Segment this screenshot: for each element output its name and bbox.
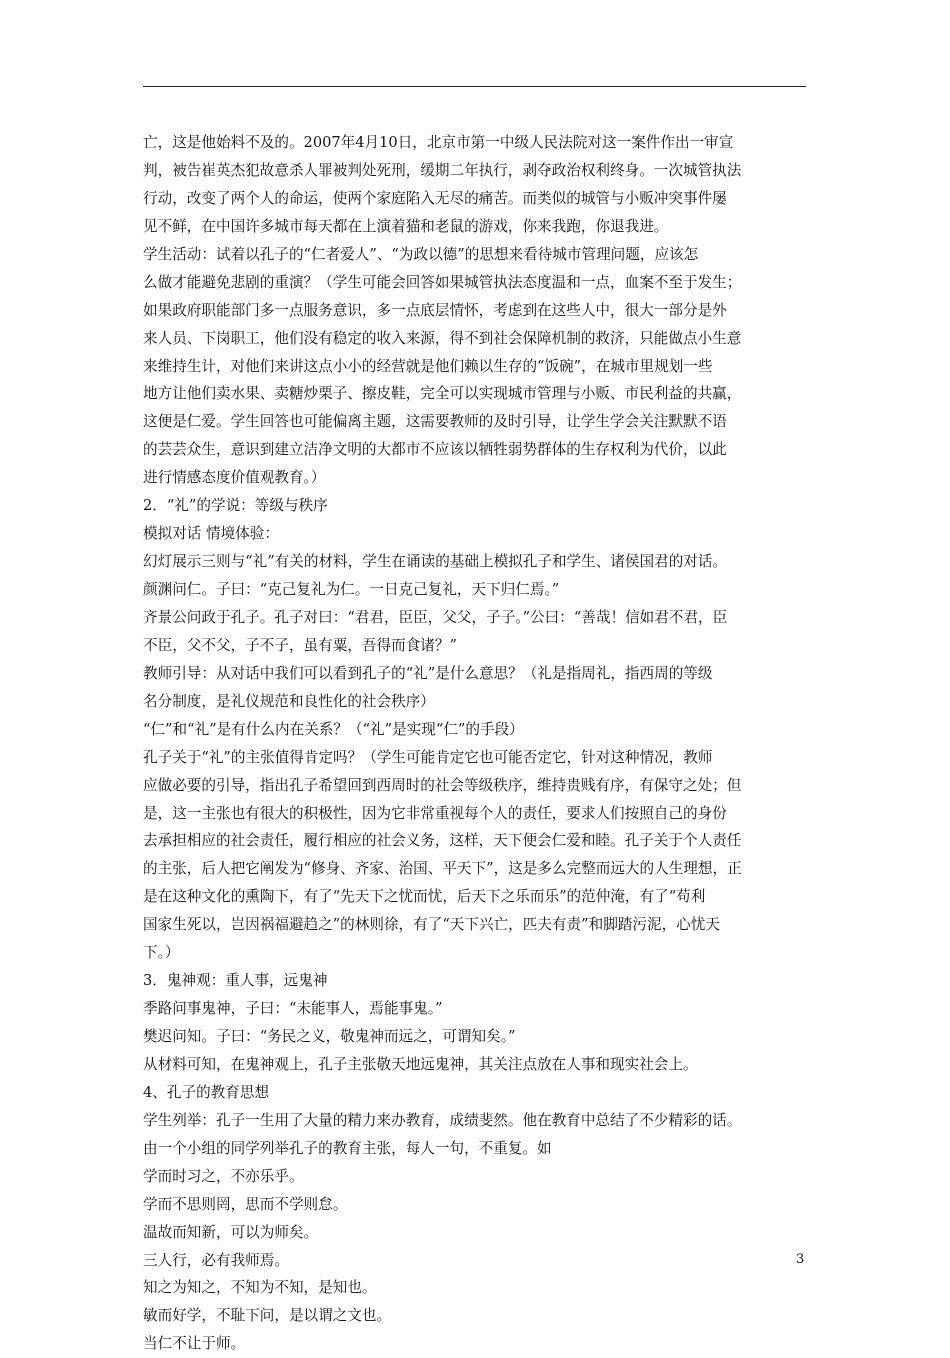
text-line: 如果政府职能部门多一点服务意识，多一点底层情怀，考虑到在这些人中，很大一部分是外 bbox=[143, 301, 727, 319]
text-line: 的芸芸众生，意识到建立洁净文明的大都市不应该以牺牲弱势群体的生存权利为代价，以此 bbox=[143, 441, 727, 459]
text-line: 孔子关于“礼”的主张值得肯定吗？（学生可能肯定它也可能否定它，针对这种情况，教师 bbox=[143, 748, 713, 766]
text-line: 从材料可知，在鬼神观上，孔子主张敬天地远鬼神，其关注点放在人事和现实社会上。 bbox=[143, 1055, 698, 1073]
text-line: 么做才能避免悲剧的重演？（学生可能会回答如果城管执法态度温和一点，血案不至于发生； bbox=[143, 273, 742, 291]
text-line: 行动，改变了两个人的命运，使两个家庭陷入无尽的痛苦。而类似的城管与小贩冲突事件屡 bbox=[143, 189, 727, 207]
text-line: 季路问事鬼神，子曰：“未能事人，焉能事鬼。” bbox=[143, 1000, 443, 1018]
text-line: 亡，这是他始料不及的。2007年4月10日，北京市第一中级人民法院对这一案件作出一审宣 bbox=[143, 134, 734, 151]
text-line: 知之为知之，不知为不知，是知也。 bbox=[143, 1279, 377, 1297]
text-line: 的主张，后人把它阐发为“修身、齐家、治国、平天下”，这是多么完整而远大的人生理想，正 bbox=[143, 860, 742, 878]
text-line: 颜渊问仁。子曰：“克己复礼为仁。一日克己复礼，天下归仁焉。” bbox=[143, 581, 560, 598]
text-line: 国家生死以，岂因祸福避趋之”的林则徐，有了“天下兴亡，匹夫有责”和脚踏污泥，心忧天 bbox=[143, 916, 720, 934]
text-line: 见不鲜，在中国许多城市每天都在上演着猫和老鼠的游戏，你来我跑，你退我进。 bbox=[143, 217, 669, 235]
text-line: 学而时习之，不亦乐乎。 bbox=[143, 1167, 304, 1185]
header-rule bbox=[143, 86, 806, 87]
text-line: 进行情感态度价值观教育。） bbox=[143, 469, 326, 487]
text-line: 当仁不让于师。 bbox=[143, 1335, 246, 1353]
text-line: 敏而好学，不耻下问，是以谓之文也。 bbox=[143, 1307, 392, 1325]
text-line: 2．“礼”的学说：等级与秩序 bbox=[143, 497, 328, 515]
text-line: 地方让他们卖水果、卖糖炒栗子、擦皮鞋，完全可以实现城市管理与小贩、市民利益的共赢， bbox=[143, 385, 742, 403]
text-line: 不臣，父不父，子不子，虽有粟，吾得而食诸？” bbox=[143, 636, 457, 654]
text-line: 去承担相应的社会责任，履行相应的社会义务，这样，天下便会仁爱和睦。孔子关于个人责任 bbox=[143, 832, 742, 850]
text-line: 名分制度，是礼仪规范和良性化的社会秩序） bbox=[143, 692, 435, 710]
text-line: 由一个小组的同学列举孔子的教育主张，每人一句，不重复。如 bbox=[143, 1139, 552, 1157]
text-line: 是，这一主张也有很大的积极性，因为它非常重视每个人的责任，要求人们按照自己的身份 bbox=[143, 804, 727, 822]
text-line: 来维持生计，对他们来讲这点小小的经营就是他们赖以生存的“饭碗”，在城市里规划一些 bbox=[143, 357, 713, 375]
text-line: 判，被告崔英杰犯故意杀人罪被判处死刑，缓期二年执行，剥夺政治权利终身。一次城管执法 bbox=[143, 161, 742, 179]
text-line: 模拟对话 情境体验： bbox=[143, 525, 279, 543]
text-line: 三人行，必有我师焉。 bbox=[143, 1251, 289, 1269]
page-number: 3 bbox=[796, 1252, 805, 1267]
text-line: 学而不思则罔，思而不学则怠。 bbox=[143, 1195, 348, 1213]
document-body bbox=[143, 129, 815, 1358]
text-line: 下。） bbox=[143, 944, 180, 962]
text-line: 齐景公问政于孔子。孔子对曰：“君君，臣臣，父父，子子。”公曰：“善哉！信如君不君，臣 bbox=[143, 608, 728, 626]
text-line: 是在这种文化的熏陶下，有了“先天下之忧而忧，后天下之乐而乐”的范仲淹，有了“苟利 bbox=[143, 888, 706, 906]
text-line: 温故而知新，可以为师矣。 bbox=[143, 1223, 319, 1241]
text-line: 学生列举：孔子一生用了大量的精力来办教育，成绩斐然。他在教育中总结了不少精彩的话。 bbox=[143, 1111, 742, 1129]
text-line: 学生活动：试着以孔子的“仁者爱人”、“为政以德”的思想来看待城市管理问题，应该怎 bbox=[143, 245, 699, 263]
text-line: 樊迟问知。子曰：“务民之义，敬鬼神而远之，可谓知矣。” bbox=[143, 1028, 516, 1045]
text-line: 来人员、下岗职工，他们没有稳定的收入来源，得不到社会保障机制的救济，只能做点小生意 bbox=[143, 329, 742, 347]
text-line: 应做必要的引导，指出孔子希望回到西周时的社会等级秩序，维持贵贱有序，有保守之处；但 bbox=[143, 776, 742, 794]
text-line: “仁”和“礼”是有什么内在关系？（“礼”是实现“仁”的手段） bbox=[143, 720, 524, 738]
text-line: 教师引导：从对话中我们可以看到孔子的“礼”是什么意思？（礼是指周礼，指西周的等级 bbox=[143, 664, 713, 682]
text-line: 3．鬼神观：重人事，远鬼神 bbox=[143, 972, 328, 990]
text-line: 幻灯展示三则与“礼”有关的材料，学生在诵读的基础上模拟孔子和学生、诸侯国君的对话。 bbox=[143, 553, 728, 571]
text-line: 4、孔子的教育思想 bbox=[143, 1083, 270, 1101]
text-line: 这便是仁爱。学生回答也可能偏离主题，这需要教师的及时引导，让学生学会关注默默不语 bbox=[143, 413, 727, 431]
